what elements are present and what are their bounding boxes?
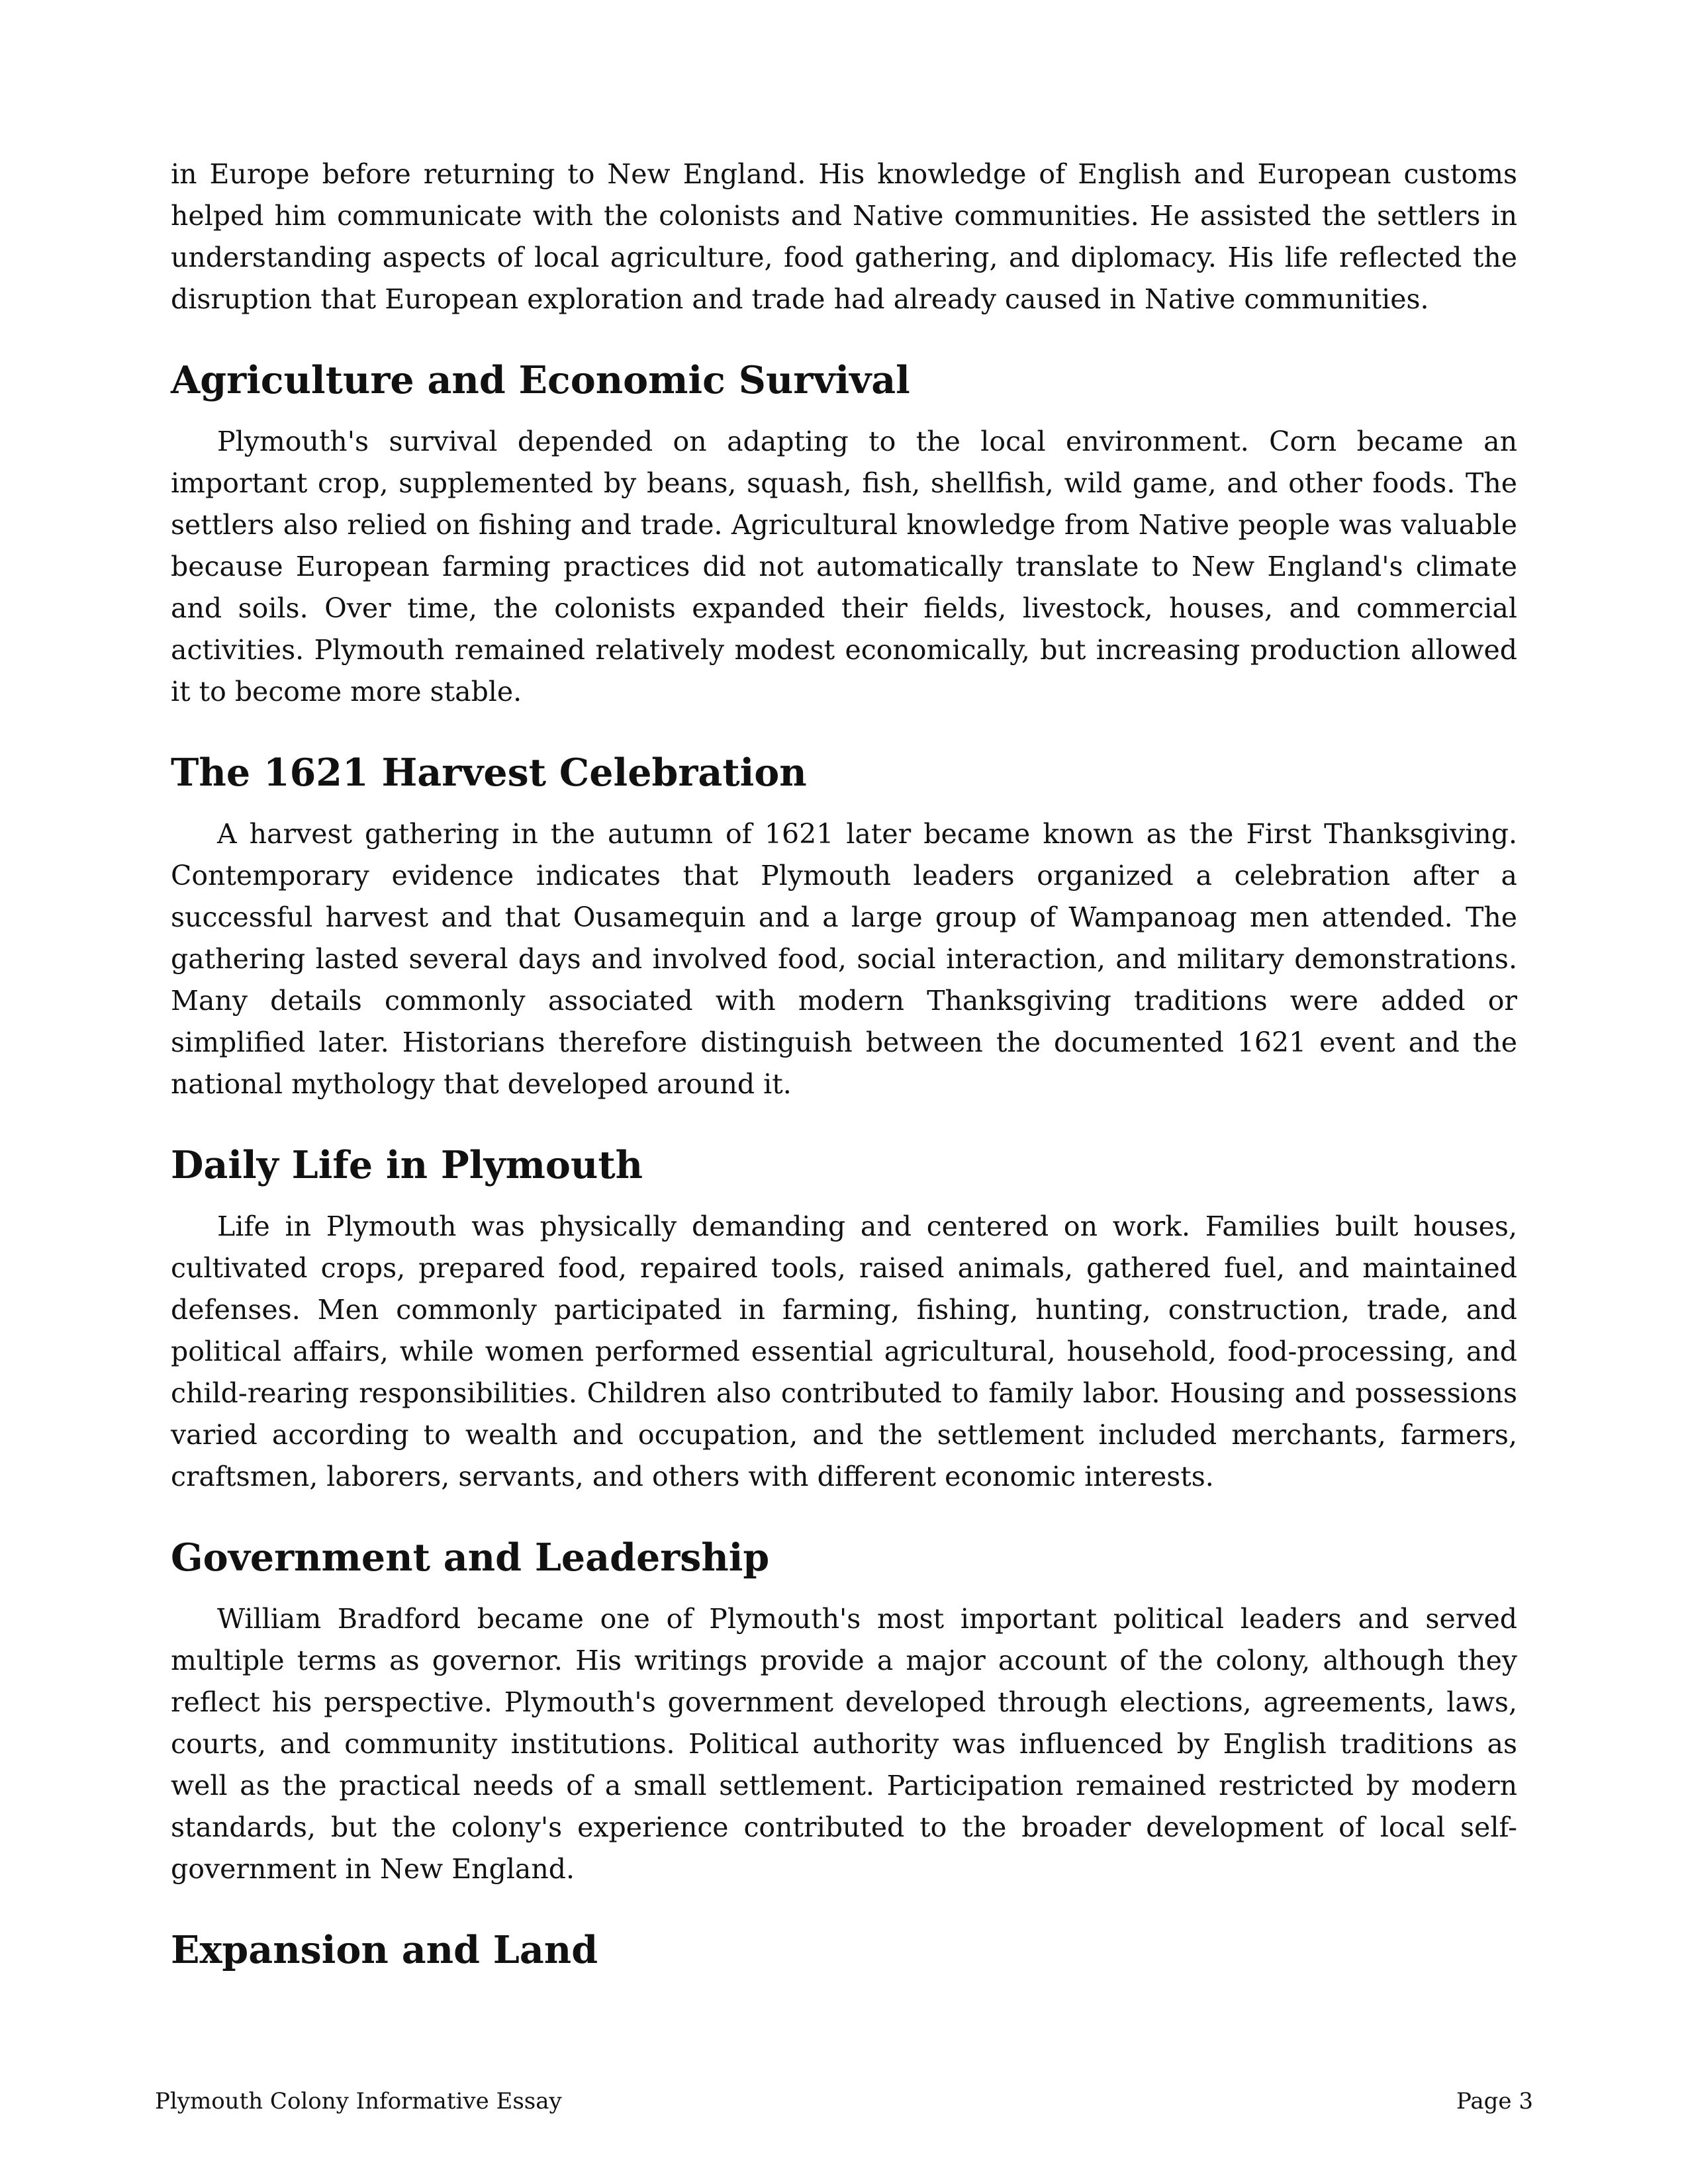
section-heading: The 1621 Harvest Celebration: [171, 751, 807, 795]
section-heading: Expansion and Land: [171, 1928, 598, 1972]
section-paragraph: Life in Plymouth was physically demanding and centered on work. Families built houses, cultivated crops, prepared food, repaired tools, raised animals, gathered fuel, and maintained defenses. Men commonly participated in farming, fishing, hunting, construction, trade, and political affairs, while women performed essential agricultural, household, food-processing, and child-rearing responsibilities. Children also contributed to family labor. Housing and possessions varied according to wealth and occupation, and the settlement included merchants, farmers, craftsmen, laborers, servants, and others with different economic interests.: [171, 1210, 1517, 1492]
section-paragraph: Plymouth's survival depended on adapting to the local environment. Corn became an important crop, supplemented by beans, squash, fish, shellfish, wild game, and other foods. The settlers also relied on fishing and trade. Agricultural knowledge from Native people was valuable because European farming practices did not automatically translate to New England's climate and soils. Over time, the colonists expanded their fields, livestock, houses, and commercial activities. Plymouth remained relatively modest economically, but increasing production allowed it to become more stable.: [171, 426, 1517, 707]
document-body: [171, 154, 1517, 1991]
section-paragraph: William Bradford became one of Plymouth's most important political leaders and served multiple terms as governor. His writings provide a major account of the colony, although they reflect his perspective. Plymouth's government developed through elections, agreements, laws, courts, and community institutions. Political authority was influenced by English traditions as well as the practical needs of a small settlement. Participation remained restricted by modern standards, but the colony's experience contributed to the broader development of local self-government in New England.: [171, 1603, 1517, 1885]
footer-title: Plymouth Colony Informative Essay: [155, 2088, 562, 2115]
section-heading: Government and Leadership: [171, 1535, 770, 1580]
section-paragraph: A harvest gathering in the autumn of 1621 later became known as the First Thanksgiving. Contemporary evidence indicates that Plymouth leaders organized a celebration after a successful harvest and that Ousamequin and a large group of Wampanoag men attended. The gathering lasted several days and involved food, social interaction, and military demonstrations. Many details commonly associated with modern Thanksgiving traditions were added or simplified later. Historians therefore distinguish between the documented 1621 event and the national mythology that developed around it.: [171, 818, 1517, 1100]
section-heading: Daily Life in Plymouth: [171, 1143, 643, 1187]
footer-page-number: Page 3: [1456, 2088, 1533, 2115]
continuation-paragraph: in Europe before returning to New England. His knowledge of English and European customs helped him communicate with the colonists and Native communities. He assisted the settlers in understanding aspects of local agriculture, food gathering, and diplomacy. His life reflected the disruption that European exploration and trade had already caused in Native communities.: [171, 158, 1517, 315]
section-heading: Agriculture and Economic Survival: [171, 358, 910, 402]
